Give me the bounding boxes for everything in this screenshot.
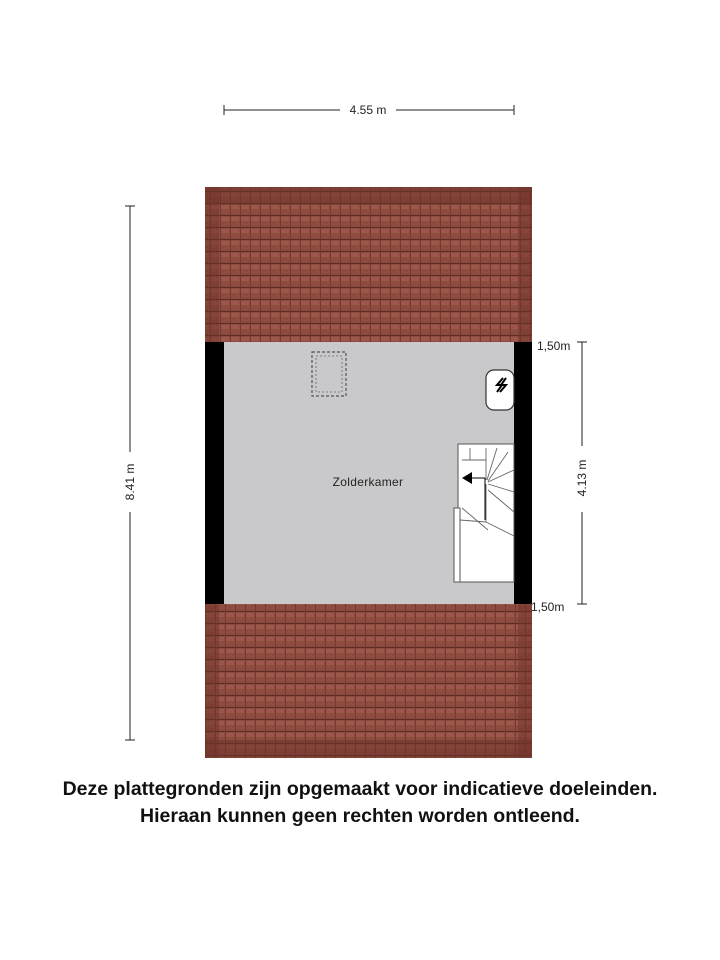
wall-right: [514, 342, 532, 604]
stairs: [454, 444, 514, 582]
disclaimer-line-1: Deze plattegronden zijn opgemaakt voor indicatieve doeleinden.: [62, 778, 658, 800]
roof-bottom: [205, 604, 532, 758]
height-label-bottom: 1,50m: [531, 600, 565, 614]
room-width-dimension: [575, 342, 589, 604]
width-dimension: [224, 103, 514, 117]
width-label: 4.55 m: [349, 103, 387, 117]
length-dimension: [123, 206, 137, 740]
height-label-top: 1,50m: [537, 339, 571, 353]
room-label: Zolderkamer: [332, 475, 404, 489]
length-label: 8.41 m: [123, 463, 137, 501]
disclaimer-line-2: Hieraan kunnen geen rechten worden ontleend.: [140, 805, 580, 827]
wall-left: [205, 342, 224, 604]
disclaimer: [0, 776, 720, 830]
roof-top: [205, 187, 532, 342]
room-width-label: 4.13 m: [575, 459, 589, 497]
boiler-icon: [486, 370, 514, 410]
